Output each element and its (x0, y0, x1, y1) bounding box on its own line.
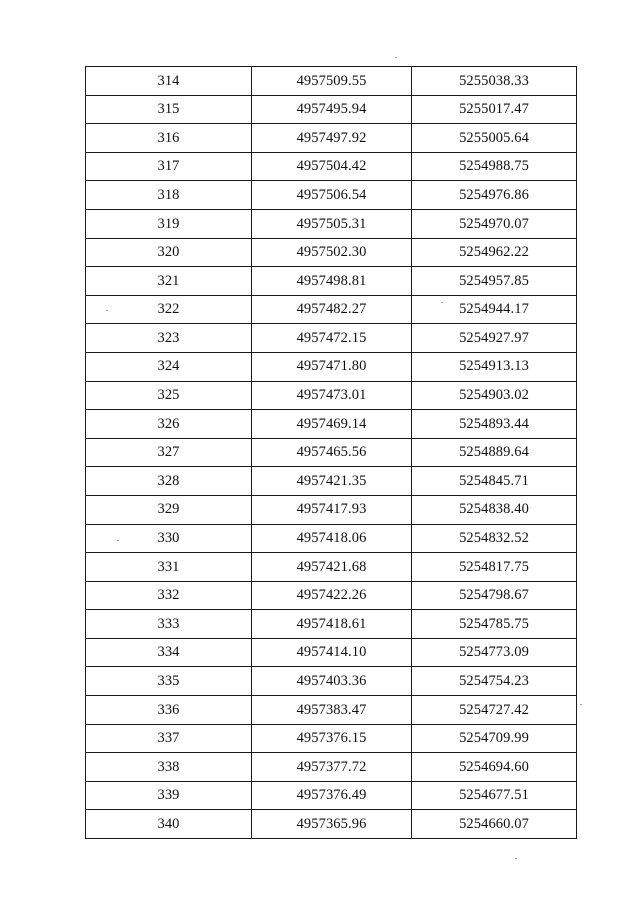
point-number-cell: 322 (86, 295, 252, 324)
point-number-cell: 315 (86, 95, 252, 124)
table-row (86, 781, 577, 810)
table-row (86, 324, 577, 353)
y-coordinate-cell: 5254798.67 (412, 581, 577, 610)
x-coordinate-cell: 4957421.35 (252, 467, 412, 496)
point-number-cell: 337 (86, 724, 252, 753)
x-coordinate-cell: 4957506.54 (252, 181, 412, 210)
table-row (86, 124, 577, 153)
y-coordinate-cell: 5254903.02 (412, 381, 577, 410)
point-number-cell: 330 (86, 524, 252, 553)
y-coordinate-cell: 5254962.22 (412, 238, 577, 267)
scan-speck (441, 302, 443, 303)
y-coordinate-cell: 5254677.51 (412, 781, 577, 810)
table-row (86, 238, 577, 267)
table-row (86, 381, 577, 410)
coordinates-table-body (86, 67, 577, 839)
scan-speck (580, 704, 582, 705)
table-row (86, 724, 577, 753)
x-coordinate-cell: 4957414.10 (252, 638, 412, 667)
point-number-cell: 314 (86, 67, 252, 96)
y-coordinate-cell: 5254709.99 (412, 724, 577, 753)
y-coordinate-cell: 5254727.42 (412, 696, 577, 725)
table-row (86, 553, 577, 582)
scan-speck (106, 310, 108, 311)
scan-speck (395, 57, 397, 58)
x-coordinate-cell: 4957377.72 (252, 753, 412, 782)
y-coordinate-cell: 5254988.75 (412, 152, 577, 181)
y-coordinate-cell: 5254970.07 (412, 209, 577, 238)
x-coordinate-cell: 4957418.61 (252, 610, 412, 639)
table-row (86, 352, 577, 381)
x-coordinate-cell: 4957509.55 (252, 67, 412, 96)
table-row (86, 438, 577, 467)
table-row (86, 753, 577, 782)
point-number-cell: 326 (86, 410, 252, 439)
y-coordinate-cell: 5254944.17 (412, 295, 577, 324)
table-row (86, 524, 577, 553)
point-number-cell: 318 (86, 181, 252, 210)
table-row (86, 152, 577, 181)
scan-speck (515, 858, 517, 859)
y-coordinate-cell: 5254913.13 (412, 352, 577, 381)
point-number-cell: 335 (86, 667, 252, 696)
point-number-cell: 336 (86, 696, 252, 725)
y-coordinate-cell: 5254817.75 (412, 553, 577, 582)
x-coordinate-cell: 4957495.94 (252, 95, 412, 124)
y-coordinate-cell: 5254773.09 (412, 638, 577, 667)
x-coordinate-cell: 4957472.15 (252, 324, 412, 353)
y-coordinate-cell: 5254754.23 (412, 667, 577, 696)
y-coordinate-cell: 5254889.64 (412, 438, 577, 467)
y-coordinate-cell: 5254957.85 (412, 267, 577, 296)
point-number-cell: 328 (86, 467, 252, 496)
point-number-cell: 324 (86, 352, 252, 381)
table-row (86, 696, 577, 725)
y-coordinate-cell: 5254838.40 (412, 495, 577, 524)
point-number-cell: 319 (86, 209, 252, 238)
table-row (86, 638, 577, 667)
y-coordinate-cell: 5254694.60 (412, 753, 577, 782)
x-coordinate-cell: 4957504.42 (252, 152, 412, 181)
point-number-cell: 329 (86, 495, 252, 524)
table-row (86, 467, 577, 496)
y-coordinate-cell: 5254832.52 (412, 524, 577, 553)
table-row (86, 209, 577, 238)
table-row (86, 181, 577, 210)
x-coordinate-cell: 4957482.27 (252, 295, 412, 324)
point-number-cell: 340 (86, 810, 252, 839)
x-coordinate-cell: 4957418.06 (252, 524, 412, 553)
point-number-cell: 320 (86, 238, 252, 267)
table-row (86, 95, 577, 124)
table-row (86, 581, 577, 610)
scan-speck (117, 540, 119, 541)
point-number-cell: 338 (86, 753, 252, 782)
y-coordinate-cell: 5254660.07 (412, 810, 577, 839)
point-number-cell: 317 (86, 152, 252, 181)
x-coordinate-cell: 4957505.31 (252, 209, 412, 238)
table-row (86, 810, 577, 839)
point-number-cell: 316 (86, 124, 252, 153)
y-coordinate-cell: 5255017.47 (412, 95, 577, 124)
x-coordinate-cell: 4957422.26 (252, 581, 412, 610)
y-coordinate-cell: 5254845.71 (412, 467, 577, 496)
x-coordinate-cell: 4957498.81 (252, 267, 412, 296)
point-number-cell: 339 (86, 781, 252, 810)
x-coordinate-cell: 4957473.01 (252, 381, 412, 410)
x-coordinate-cell: 4957417.93 (252, 495, 412, 524)
point-number-cell: 333 (86, 610, 252, 639)
table-row (86, 410, 577, 439)
y-coordinate-cell: 5254785.75 (412, 610, 577, 639)
point-number-cell: 321 (86, 267, 252, 296)
x-coordinate-cell: 4957502.30 (252, 238, 412, 267)
y-coordinate-cell: 5254893.44 (412, 410, 577, 439)
x-coordinate-cell: 4957403.36 (252, 667, 412, 696)
x-coordinate-cell: 4957383.47 (252, 696, 412, 725)
point-number-cell: 327 (86, 438, 252, 467)
x-coordinate-cell: 4957376.49 (252, 781, 412, 810)
point-number-cell: 332 (86, 581, 252, 610)
table-row (86, 67, 577, 96)
x-coordinate-cell: 4957376.15 (252, 724, 412, 753)
table-row (86, 610, 577, 639)
x-coordinate-cell: 4957421.68 (252, 553, 412, 582)
x-coordinate-cell: 4957497.92 (252, 124, 412, 153)
y-coordinate-cell: 5254927.97 (412, 324, 577, 353)
table-row (86, 295, 577, 324)
point-number-cell: 325 (86, 381, 252, 410)
table-row (86, 267, 577, 296)
point-number-cell: 323 (86, 324, 252, 353)
table-row (86, 495, 577, 524)
point-number-cell: 334 (86, 638, 252, 667)
x-coordinate-cell: 4957471.80 (252, 352, 412, 381)
point-number-cell: 331 (86, 553, 252, 582)
y-coordinate-cell: 5255005.64 (412, 124, 577, 153)
coordinates-table (85, 66, 577, 839)
x-coordinate-cell: 4957469.14 (252, 410, 412, 439)
x-coordinate-cell: 4957465.56 (252, 438, 412, 467)
table-row (86, 667, 577, 696)
y-coordinate-cell: 5254976.86 (412, 181, 577, 210)
y-coordinate-cell: 5255038.33 (412, 67, 577, 96)
x-coordinate-cell: 4957365.96 (252, 810, 412, 839)
